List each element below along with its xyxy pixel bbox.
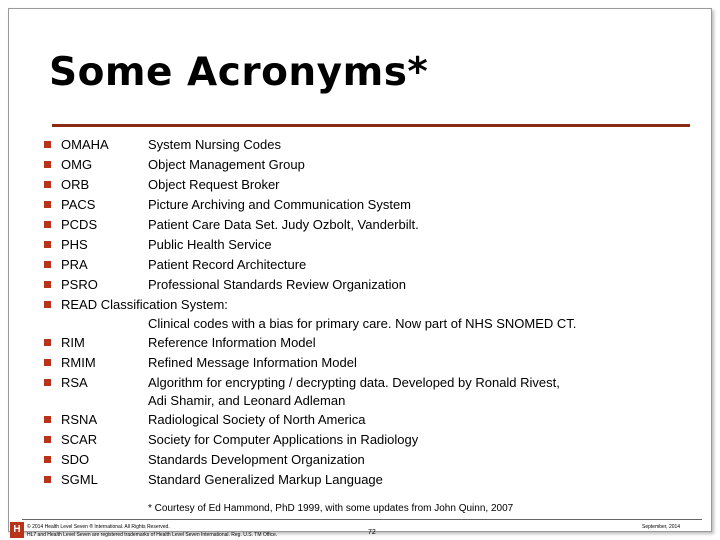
definition-continuation: Clinical codes with a bias for primary care. Now part of NHS SNOMED CT.	[148, 316, 577, 331]
definition: Object Request Broker	[148, 177, 280, 192]
definition: Patient Care Data Set. Judy Ozbolt, Vanderbilt.	[148, 217, 419, 232]
list-item	[0, 295, 720, 315]
definition: Reference Information Model	[148, 335, 316, 350]
list-item	[0, 155, 720, 175]
definition: Professional Standards Review Organization	[148, 277, 406, 292]
acronym: SGML	[61, 472, 98, 487]
acronym: RIM	[61, 335, 85, 350]
acronym: PRA	[61, 257, 88, 272]
acronym: OMG	[61, 157, 93, 172]
list-item	[0, 215, 720, 235]
definition: Object Management Group	[148, 157, 305, 172]
definition: System Nursing Codes	[148, 137, 281, 152]
bullet-square-icon	[44, 241, 51, 248]
bullet-square-icon	[44, 301, 51, 308]
footer-date: September, 2014	[642, 524, 681, 530]
list-item	[0, 235, 720, 255]
list-item	[0, 470, 720, 490]
list-item	[0, 255, 720, 275]
acronym: RMIM	[61, 355, 96, 370]
bullet-square-icon	[44, 456, 51, 463]
acronym: SCAR	[61, 432, 98, 447]
list-item	[0, 333, 720, 353]
list-item	[0, 373, 720, 393]
list-item	[0, 410, 720, 430]
definition: Picture Archiving and Communication System	[148, 197, 412, 212]
bullet-square-icon	[44, 221, 51, 228]
footnote: * Courtesy of Ed Hammond, PhD 1999, with some updates from John Quinn, 2007	[148, 503, 514, 514]
definition: Radiological Society of North America	[148, 412, 366, 427]
definition-continuation: Adi Shamir, and Leonard Adleman	[148, 393, 346, 408]
bullet-square-icon	[44, 201, 51, 208]
definition: Patient Record Architecture	[148, 257, 307, 272]
acronym: OMAHA	[61, 137, 109, 152]
title-rule	[52, 124, 690, 127]
list-item	[0, 175, 720, 195]
list-item	[0, 430, 720, 450]
acronym: ORB	[61, 177, 90, 192]
bullet-square-icon	[44, 339, 51, 346]
hl7-logo-icon: H	[10, 522, 24, 538]
acronym: PACS	[61, 197, 96, 212]
bullet-square-icon	[44, 261, 51, 268]
definition: Standards Development Organization	[148, 452, 365, 467]
acronym: SDO	[61, 452, 90, 467]
bullet-square-icon	[44, 436, 51, 443]
list-item	[0, 275, 720, 295]
acronym: PSRO	[61, 277, 98, 292]
list-item	[0, 450, 720, 470]
bullet-square-icon	[44, 281, 51, 288]
bullet-square-icon	[44, 141, 51, 148]
trademark-line: HL7 and Health Level Seven are registered trademarks of Health Level Seven International. Reg. U.S. TM Office.	[27, 532, 278, 538]
definition: Algorithm for encrypting / decrypting data. Developed by Ronald Rivest,	[148, 375, 560, 390]
footer-divider	[22, 519, 702, 520]
bullet-square-icon	[44, 359, 51, 366]
slide-title: Some Acronyms*	[49, 50, 429, 95]
acronym: PCDS	[61, 217, 98, 232]
acronym: RSNA	[61, 412, 98, 427]
bullet-square-icon	[44, 379, 51, 386]
list-item	[0, 195, 720, 215]
list-item	[0, 135, 720, 155]
acronym: READ Classification System:	[61, 297, 228, 312]
definition: Standard Generalized Markup Language	[148, 472, 383, 487]
definition: Society for Computer Applications in Radiology	[148, 432, 419, 447]
bullet-square-icon	[44, 416, 51, 423]
list-item	[0, 353, 720, 373]
definition: Refined Message Information Model	[148, 355, 357, 370]
copyright-line: © 2014 Health Level Seven ® International. All Rights Reserved.	[27, 524, 170, 530]
bullet-square-icon	[44, 161, 51, 168]
definition: Public Health Service	[148, 237, 272, 252]
acronym: RSA	[61, 375, 88, 390]
acronym: PHS	[61, 237, 88, 252]
page-number: 72	[368, 529, 376, 536]
bullet-square-icon	[44, 181, 51, 188]
bullet-square-icon	[44, 476, 51, 483]
